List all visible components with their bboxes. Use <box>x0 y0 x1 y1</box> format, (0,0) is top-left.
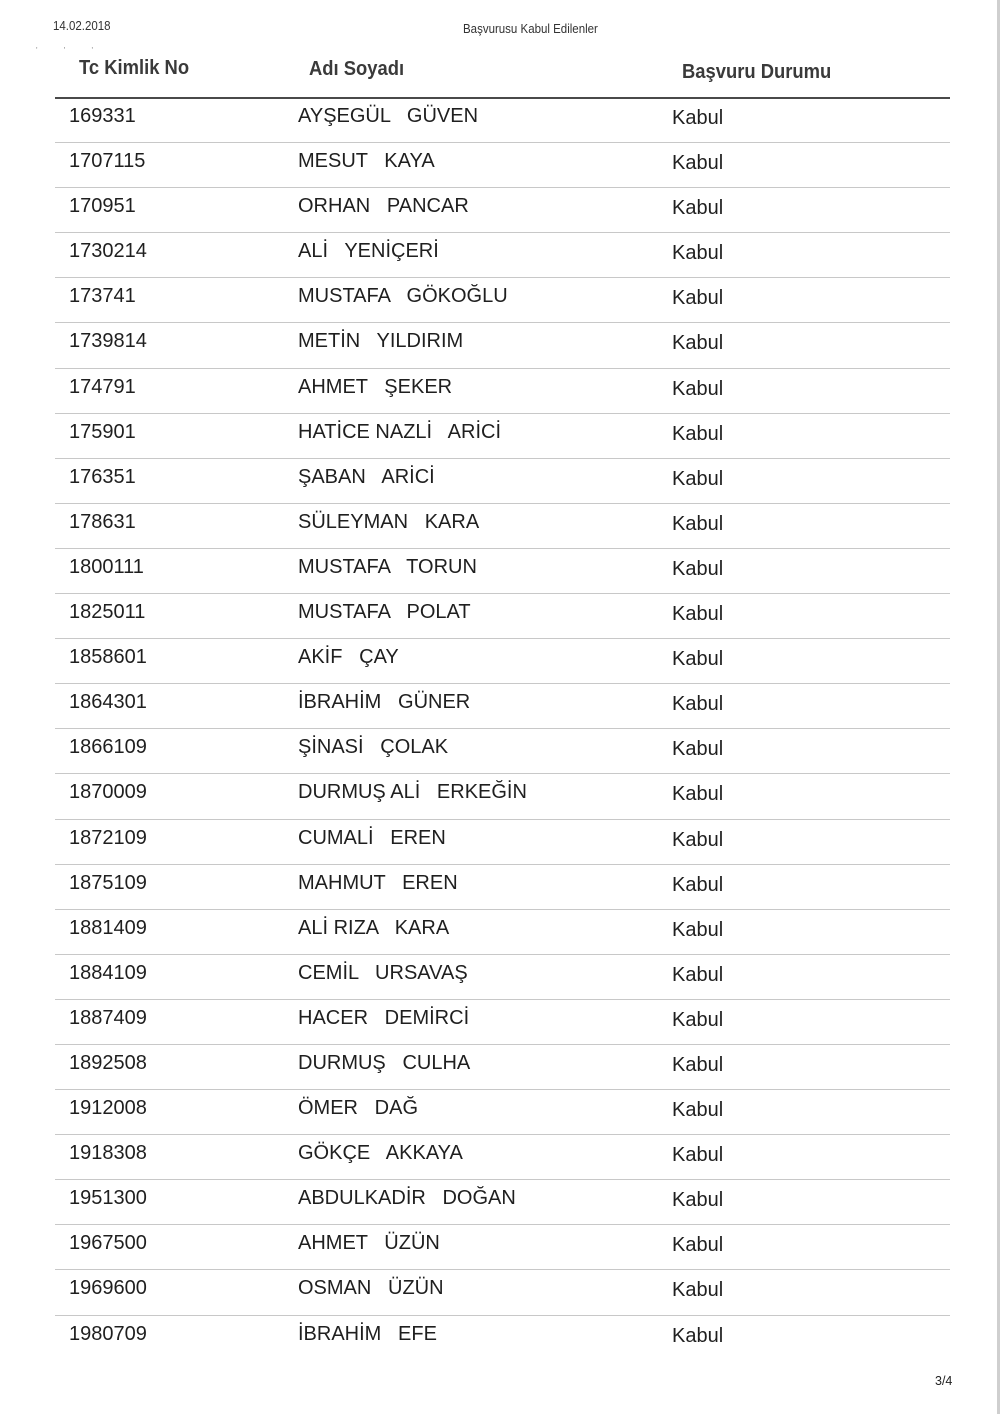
tc-kimlik-no-cell: 1870009 <box>69 781 147 804</box>
table-body <box>55 98 950 1360</box>
basvuru-durumu-cell: Kabul <box>672 1324 724 1347</box>
table-row <box>55 549 950 594</box>
table-row <box>55 143 950 188</box>
adi-soyadi-cell: DURMUŞ CULHA <box>298 1051 471 1074</box>
table-header <box>55 55 950 99</box>
table-row <box>55 278 950 323</box>
table-row <box>55 98 950 143</box>
column-header-tc-kimlik-no: Tc Kimlik No <box>79 57 190 79</box>
basvuru-durumu-cell: Kabul <box>672 287 724 310</box>
basvuru-durumu-cell: Kabul <box>672 152 724 175</box>
adi-soyadi-cell: DURMUŞ ALİ ERKEĞİN <box>298 781 527 804</box>
tc-kimlik-no-cell: 1866109 <box>69 736 147 759</box>
basvuru-durumu-cell: Kabul <box>672 603 724 626</box>
adi-soyadi-cell: AHMET ÜZÜN <box>298 1232 440 1255</box>
adi-soyadi-cell: MUSTAFA POLAT <box>298 601 471 624</box>
table-row <box>55 865 950 910</box>
adi-soyadi-cell: İBRAHİM EFE <box>298 1322 437 1345</box>
basvuru-durumu-cell: Kabul <box>672 918 724 941</box>
tc-kimlik-no-cell: 1967500 <box>69 1232 147 1255</box>
basvuru-durumu-cell: Kabul <box>672 197 724 220</box>
basvuru-durumu-cell: Kabul <box>672 377 724 400</box>
tc-kimlik-no-cell: 1858601 <box>69 646 147 669</box>
table-row <box>55 820 950 865</box>
adi-soyadi-cell: MUSTAFA TORUN <box>298 555 477 578</box>
adi-soyadi-cell: MESUT KAYA <box>298 150 435 173</box>
basvuru-durumu-cell: Kabul <box>672 512 724 535</box>
table-row <box>55 955 950 1000</box>
table-row <box>55 233 950 278</box>
table-row <box>55 1135 950 1180</box>
table-row <box>55 910 950 955</box>
table-row <box>55 323 950 368</box>
adi-soyadi-cell: MUSTAFA GÖKOĞLU <box>298 285 508 308</box>
adi-soyadi-cell: AYŞEGÜL GÜVEN <box>298 105 479 127</box>
adi-soyadi-cell: ORHAN PANCAR <box>298 195 469 218</box>
tc-kimlik-no-cell: 174791 <box>69 375 136 398</box>
report-title: Başvurusu Kabul Edilenler <box>463 22 598 36</box>
tc-kimlik-no-cell: 1730214 <box>69 240 147 263</box>
adi-soyadi-cell: AKİF ÇAY <box>298 646 399 669</box>
table-row <box>55 1225 950 1270</box>
basvuru-durumu-cell: Kabul <box>672 1234 724 1257</box>
table-row <box>55 639 950 684</box>
adi-soyadi-cell: ŞABAN ARİCİ <box>298 465 435 488</box>
basvuru-durumu-cell: Kabul <box>672 1279 724 1302</box>
table-row <box>55 1316 950 1360</box>
adi-soyadi-cell: HACER DEMİRCİ <box>298 1006 470 1029</box>
scan-specks: ' ' ' <box>36 46 106 55</box>
adi-soyadi-cell: CEMİL URSAVAŞ <box>298 961 468 984</box>
adi-soyadi-cell: ABDULKADİR DOĞAN <box>298 1187 516 1210</box>
table-row <box>55 684 950 729</box>
page-number: 3/4 <box>935 1374 953 1388</box>
tc-kimlik-no-cell: 1980709 <box>69 1322 147 1345</box>
adi-soyadi-cell: İBRAHİM GÜNER <box>298 691 471 714</box>
basvuru-durumu-cell: Kabul <box>672 648 724 671</box>
table-row <box>55 1045 950 1090</box>
adi-soyadi-cell: OSMAN ÜZÜN <box>298 1277 444 1300</box>
tc-kimlik-no-cell: 176351 <box>69 465 136 488</box>
tc-kimlik-no-cell: 173741 <box>69 285 136 308</box>
table-row <box>55 1000 950 1045</box>
adi-soyadi-cell: CUMALİ EREN <box>298 826 446 849</box>
adi-soyadi-cell: ALİ RIZA KARA <box>298 916 450 939</box>
table-row <box>55 188 950 233</box>
adi-soyadi-cell: MAHMUT EREN <box>298 871 458 894</box>
basvuru-durumu-cell: Kabul <box>672 1144 724 1167</box>
tc-kimlik-no-cell: 1887409 <box>69 1006 147 1029</box>
adi-soyadi-cell: HATİCE NAZLİ ARİCİ <box>298 420 501 443</box>
adi-soyadi-cell: GÖKÇE AKKAYA <box>298 1142 463 1165</box>
table-row <box>55 729 950 774</box>
table-row <box>55 1270 950 1315</box>
table-row <box>55 369 950 414</box>
table-row <box>55 774 950 819</box>
tc-kimlik-no-cell: 1951300 <box>69 1187 147 1210</box>
adi-soyadi-cell: SÜLEYMAN KARA <box>298 510 480 533</box>
tc-kimlik-no-cell: 1912008 <box>69 1097 147 1120</box>
basvuru-durumu-cell: Kabul <box>672 783 724 806</box>
adi-soyadi-cell: ÖMER DAĞ <box>298 1097 419 1120</box>
tc-kimlik-no-cell: 175901 <box>69 420 136 443</box>
tc-kimlik-no-cell: 1872109 <box>69 826 147 849</box>
basvuru-durumu-cell: Kabul <box>672 738 724 761</box>
tc-kimlik-no-cell: 1969600 <box>69 1277 147 1300</box>
tc-kimlik-no-cell: 1918308 <box>69 1142 147 1165</box>
table-row <box>55 459 950 504</box>
column-header-adi-soyadi: Adı Soyadı <box>309 58 405 80</box>
tc-kimlik-no-cell: 1739814 <box>69 330 147 353</box>
tc-kimlik-no-cell: 1892508 <box>69 1051 147 1074</box>
basvuru-durumu-cell: Kabul <box>672 1099 724 1122</box>
tc-kimlik-no-cell: 1864301 <box>69 691 147 714</box>
tc-kimlik-no-cell: 1707115 <box>69 150 146 173</box>
table-row <box>55 414 950 459</box>
basvuru-durumu-cell: Kabul <box>672 1008 724 1031</box>
table-row <box>55 1180 950 1225</box>
column-header-basvuru-durumu: Başvuru Durumu <box>682 61 832 83</box>
tc-kimlik-no-cell: 169331 <box>69 105 136 127</box>
basvuru-durumu-cell: Kabul <box>672 828 724 851</box>
basvuru-durumu-cell: Kabul <box>672 1189 724 1212</box>
table-row <box>55 594 950 639</box>
basvuru-durumu-cell: Kabul <box>672 1053 724 1076</box>
basvuru-durumu-cell: Kabul <box>672 467 724 490</box>
basvuru-durumu-cell: Kabul <box>672 873 724 896</box>
tc-kimlik-no-cell: 1825011 <box>69 601 146 624</box>
tc-kimlik-no-cell: 1875109 <box>69 871 147 894</box>
print-date: 14.02.2018 <box>53 19 111 33</box>
table-row <box>55 1090 950 1135</box>
tc-kimlik-no-cell: 1800111 <box>69 555 144 578</box>
basvuru-durumu-cell: Kabul <box>672 422 724 445</box>
basvuru-durumu-cell: Kabul <box>672 557 724 580</box>
basvuru-durumu-cell: Kabul <box>672 242 724 265</box>
adi-soyadi-cell: METİN YILDIRIM <box>298 330 464 353</box>
tc-kimlik-no-cell: 1881409 <box>69 916 147 939</box>
adi-soyadi-cell: AHMET ŞEKER <box>298 375 453 398</box>
tc-kimlik-no-cell: 170951 <box>69 195 136 218</box>
tc-kimlik-no-cell: 1884109 <box>69 961 147 984</box>
basvuru-durumu-cell: Kabul <box>672 963 724 986</box>
basvuru-durumu-cell: Kabul <box>672 107 724 129</box>
basvuru-durumu-cell: Kabul <box>672 693 724 716</box>
adi-soyadi-cell: ALİ YENİÇERİ <box>298 240 439 263</box>
tc-kimlik-no-cell: 178631 <box>69 510 136 533</box>
adi-soyadi-cell: ŞİNASİ ÇOLAK <box>298 736 449 759</box>
table-row <box>55 504 950 549</box>
basvuru-durumu-cell: Kabul <box>672 332 724 355</box>
